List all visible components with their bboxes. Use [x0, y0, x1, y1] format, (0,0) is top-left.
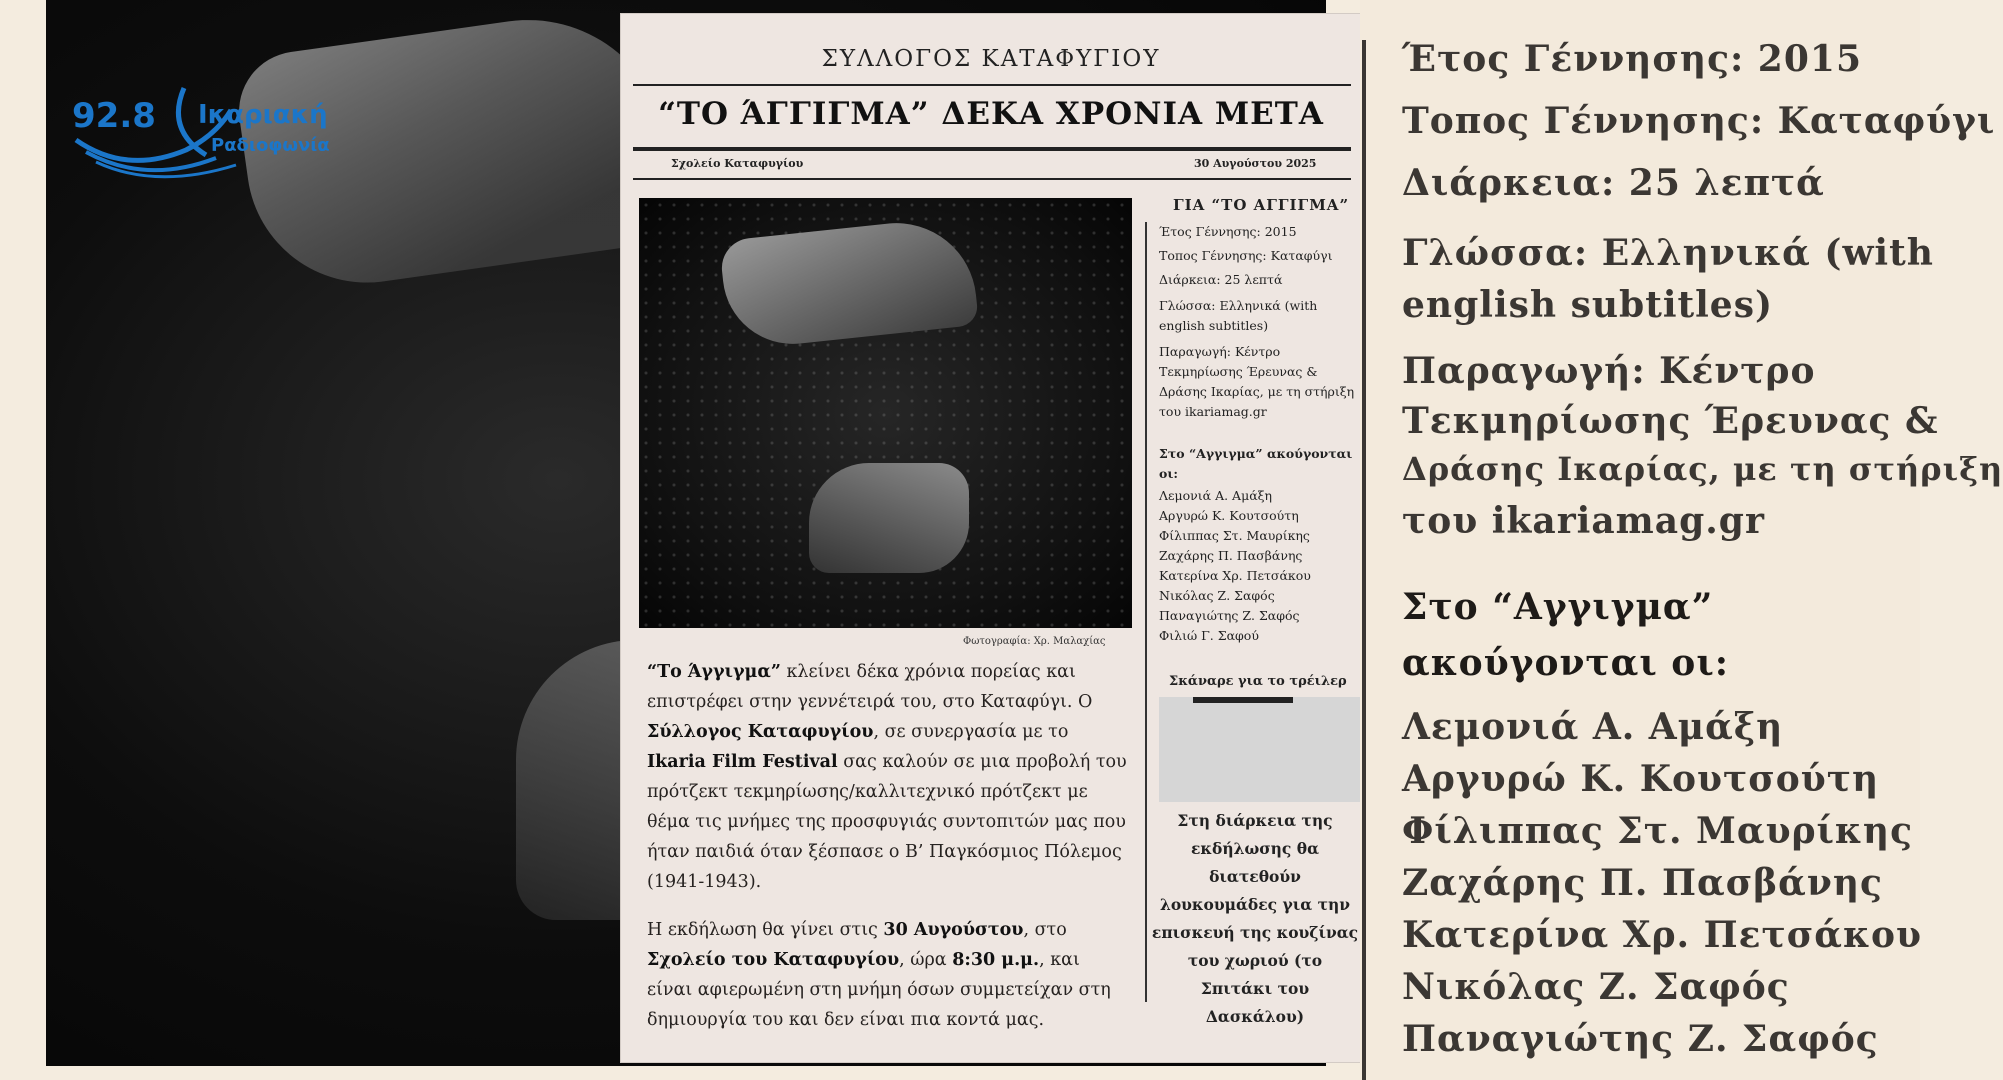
- text-run: σας καλούν σε μια προβολή του πρότζεκτ τεκμηρίωσης/καλλιτεχνικό πρότζεκτ με θέμα τις μνήμες της προσφυγιάς συντοπιτών μας που ήταν παιδιά όταν ξέσπασε ο Β’ Παγκόσμιος Πόλεμος (1941-1943).: [647, 752, 1127, 892]
- article-paragraph: [647, 915, 1127, 1035]
- info-line: Παραγωγή: Κέντρο Τεκμηρίωσης Έρευνας & Δράσης Ικαρίας, με τη στήριξη του ikariamag.gr: [1159, 344, 1355, 419]
- event-location: Σχολείο Καταφυγίου: [671, 157, 804, 170]
- logo-name: Ικαριακή: [198, 100, 328, 130]
- text-run: , στο: [1023, 920, 1067, 940]
- zoom-voice: Κατερίνα Χρ. Πετσάκου: [1402, 914, 1922, 956]
- column-divider: [1362, 40, 1366, 1080]
- zoom-voice: Λεμονιά Α. Αμάξη: [1402, 706, 1784, 748]
- voices-heading: Στο “Αγγιγμα” ακούγονται οι:: [1159, 446, 1353, 481]
- voice-name: Αργυρώ Κ. Κουτσούτη: [1159, 508, 1299, 523]
- column-divider: [1145, 222, 1147, 1002]
- zoom-line: Τεκμηρίωσης Έρευνας &: [1402, 400, 1939, 442]
- logo-frequency: 92.8: [72, 96, 156, 136]
- text-run: Η εκδήλωση θα γίνει στις: [647, 920, 884, 940]
- divider: [633, 178, 1351, 180]
- main-photo: [639, 198, 1132, 628]
- info-line: Διάρκεια: 25 λεπτά: [1159, 272, 1283, 287]
- bold-text: 30 Αυγούστου: [883, 920, 1024, 940]
- zoom-voices-heading: Στο “Αγγιγμα”: [1402, 586, 1714, 628]
- text-run: , ώρα: [899, 950, 953, 970]
- event-notice: Στη διάρκεια της εκδήλωσης θα διατεθούν λουκουμάδες για την επισκευή της κουζίνας του χωριού (το Σπιτάκι του Δασκάλου): [1151, 811, 1359, 1026]
- organization-name: ΣΥΛΛΟΓΟΣ ΚΑΤΑΦΥΓΙΟΥ: [821, 46, 1161, 72]
- voice-name: Φίλιππας Στ. Μαυρίκης: [1159, 528, 1310, 543]
- newspaper-poster: [620, 13, 1362, 1063]
- article-paragraph: [647, 657, 1127, 897]
- logo-subtitle: Ραδιοφωνία: [211, 135, 330, 156]
- zoom-line: Διάρκεια: 25 λεπτά: [1402, 162, 1825, 204]
- divider: [633, 84, 1351, 86]
- divider: [633, 147, 1351, 151]
- zoom-line: Τοπος Γέννησης: Καταφύγι: [1402, 100, 1996, 142]
- radio-logo: [66, 80, 356, 180]
- zoom-voice: Νικόλας Ζ. Σαφός: [1402, 966, 1790, 1008]
- text-run: , και είναι αφιερωμένη στη μνήμη όσων συμμετείχαν στη δημιουργία του και δεν είναι πια κοντά μας.: [647, 950, 1111, 1030]
- event-date: 30 Αυγούστου 2025: [1194, 157, 1317, 170]
- zoom-line: Παραγωγή: Κέντρο: [1402, 350, 1816, 392]
- voice-name: Φιλιώ Γ. Σαφού: [1159, 628, 1259, 643]
- zoom-voice: Φίλιππας Στ. Μαυρίκης: [1402, 810, 1914, 852]
- zoom-voices-heading: ακούγονται οι:: [1402, 642, 1730, 684]
- zoom-voice: Παναγιώτης Ζ. Σαφός: [1402, 1018, 1879, 1060]
- text-run: κλείνει δέκα χρόνια πορείας και επιστρέφει στην γεννέτειρά του, στο Καταφύγι. Ο: [647, 662, 1093, 712]
- film-info: [1159, 222, 1359, 422]
- zoom-line: του ikariamag.gr: [1402, 500, 1765, 542]
- voices-list: [1159, 444, 1359, 646]
- scan-label: Σκάναρε για το τρέιλερ: [1169, 674, 1347, 689]
- bold-text: Σύλλογος Καταφυγίου: [647, 722, 874, 742]
- hand-shape: [809, 463, 969, 573]
- headline: “ΤΟ ΆΓΓΙΓΜΑ” ΔΕΚΑ ΧΡΟΝΙΑ ΜΕΤΑ: [658, 96, 1324, 132]
- voice-name: Παναγιώτης Ζ. Σαφός: [1159, 608, 1300, 623]
- zoom-line: Γλώσσα: Ελληνικά (with: [1402, 232, 1934, 274]
- zoom-line: english subtitles): [1402, 284, 1774, 326]
- photo-credit: Φωτογραφία: Χρ. Μαλαχίας: [963, 636, 1106, 647]
- voice-name: Ζαχάρης Π. Πασβάνης: [1159, 548, 1303, 563]
- bold-text: Ikaria Film Festival: [647, 752, 838, 772]
- voice-name: Νικόλας Ζ. Σαφός: [1159, 588, 1275, 603]
- article-body: [647, 657, 1127, 1053]
- voice-name: Κατερίνα Χρ. Πετσάκου: [1159, 568, 1311, 583]
- qr-code[interactable]: [1159, 697, 1363, 802]
- sidebar-heading: ΓΙΑ “ΤΟ ΑΓΓΙΓΜΑ”: [1173, 196, 1350, 214]
- info-line: Γλώσσα: Ελληνικά (with english subtitles): [1159, 298, 1318, 333]
- voice-name: Λεμονιά Α. Αμάξη: [1159, 488, 1273, 503]
- info-line: Τοπος Γέννησης: Καταφύγι: [1159, 248, 1333, 263]
- zoom-line: Δράσης Ικαρίας, με τη στήριξη: [1402, 450, 2003, 488]
- zoom-voice: Αργυρώ Κ. Κουτσούτη: [1402, 758, 1880, 800]
- info-line: Έτος Γέννησης: 2015: [1159, 224, 1297, 239]
- text-run: , σε συνεργασία με το: [873, 722, 1069, 742]
- bold-text: 8:30 μ.μ.: [952, 950, 1040, 970]
- bold-text: Σχολείο του Καταφυγίου: [647, 950, 900, 970]
- zoomed-sidebar: [1360, 0, 2003, 1080]
- bold-text: “Το Άγγιγμα”: [647, 662, 781, 682]
- zoom-voice: Ζαχάρης Π. Πασβάνης: [1402, 862, 1883, 904]
- zoom-line: Έτος Γέννησης: 2015: [1402, 38, 1862, 80]
